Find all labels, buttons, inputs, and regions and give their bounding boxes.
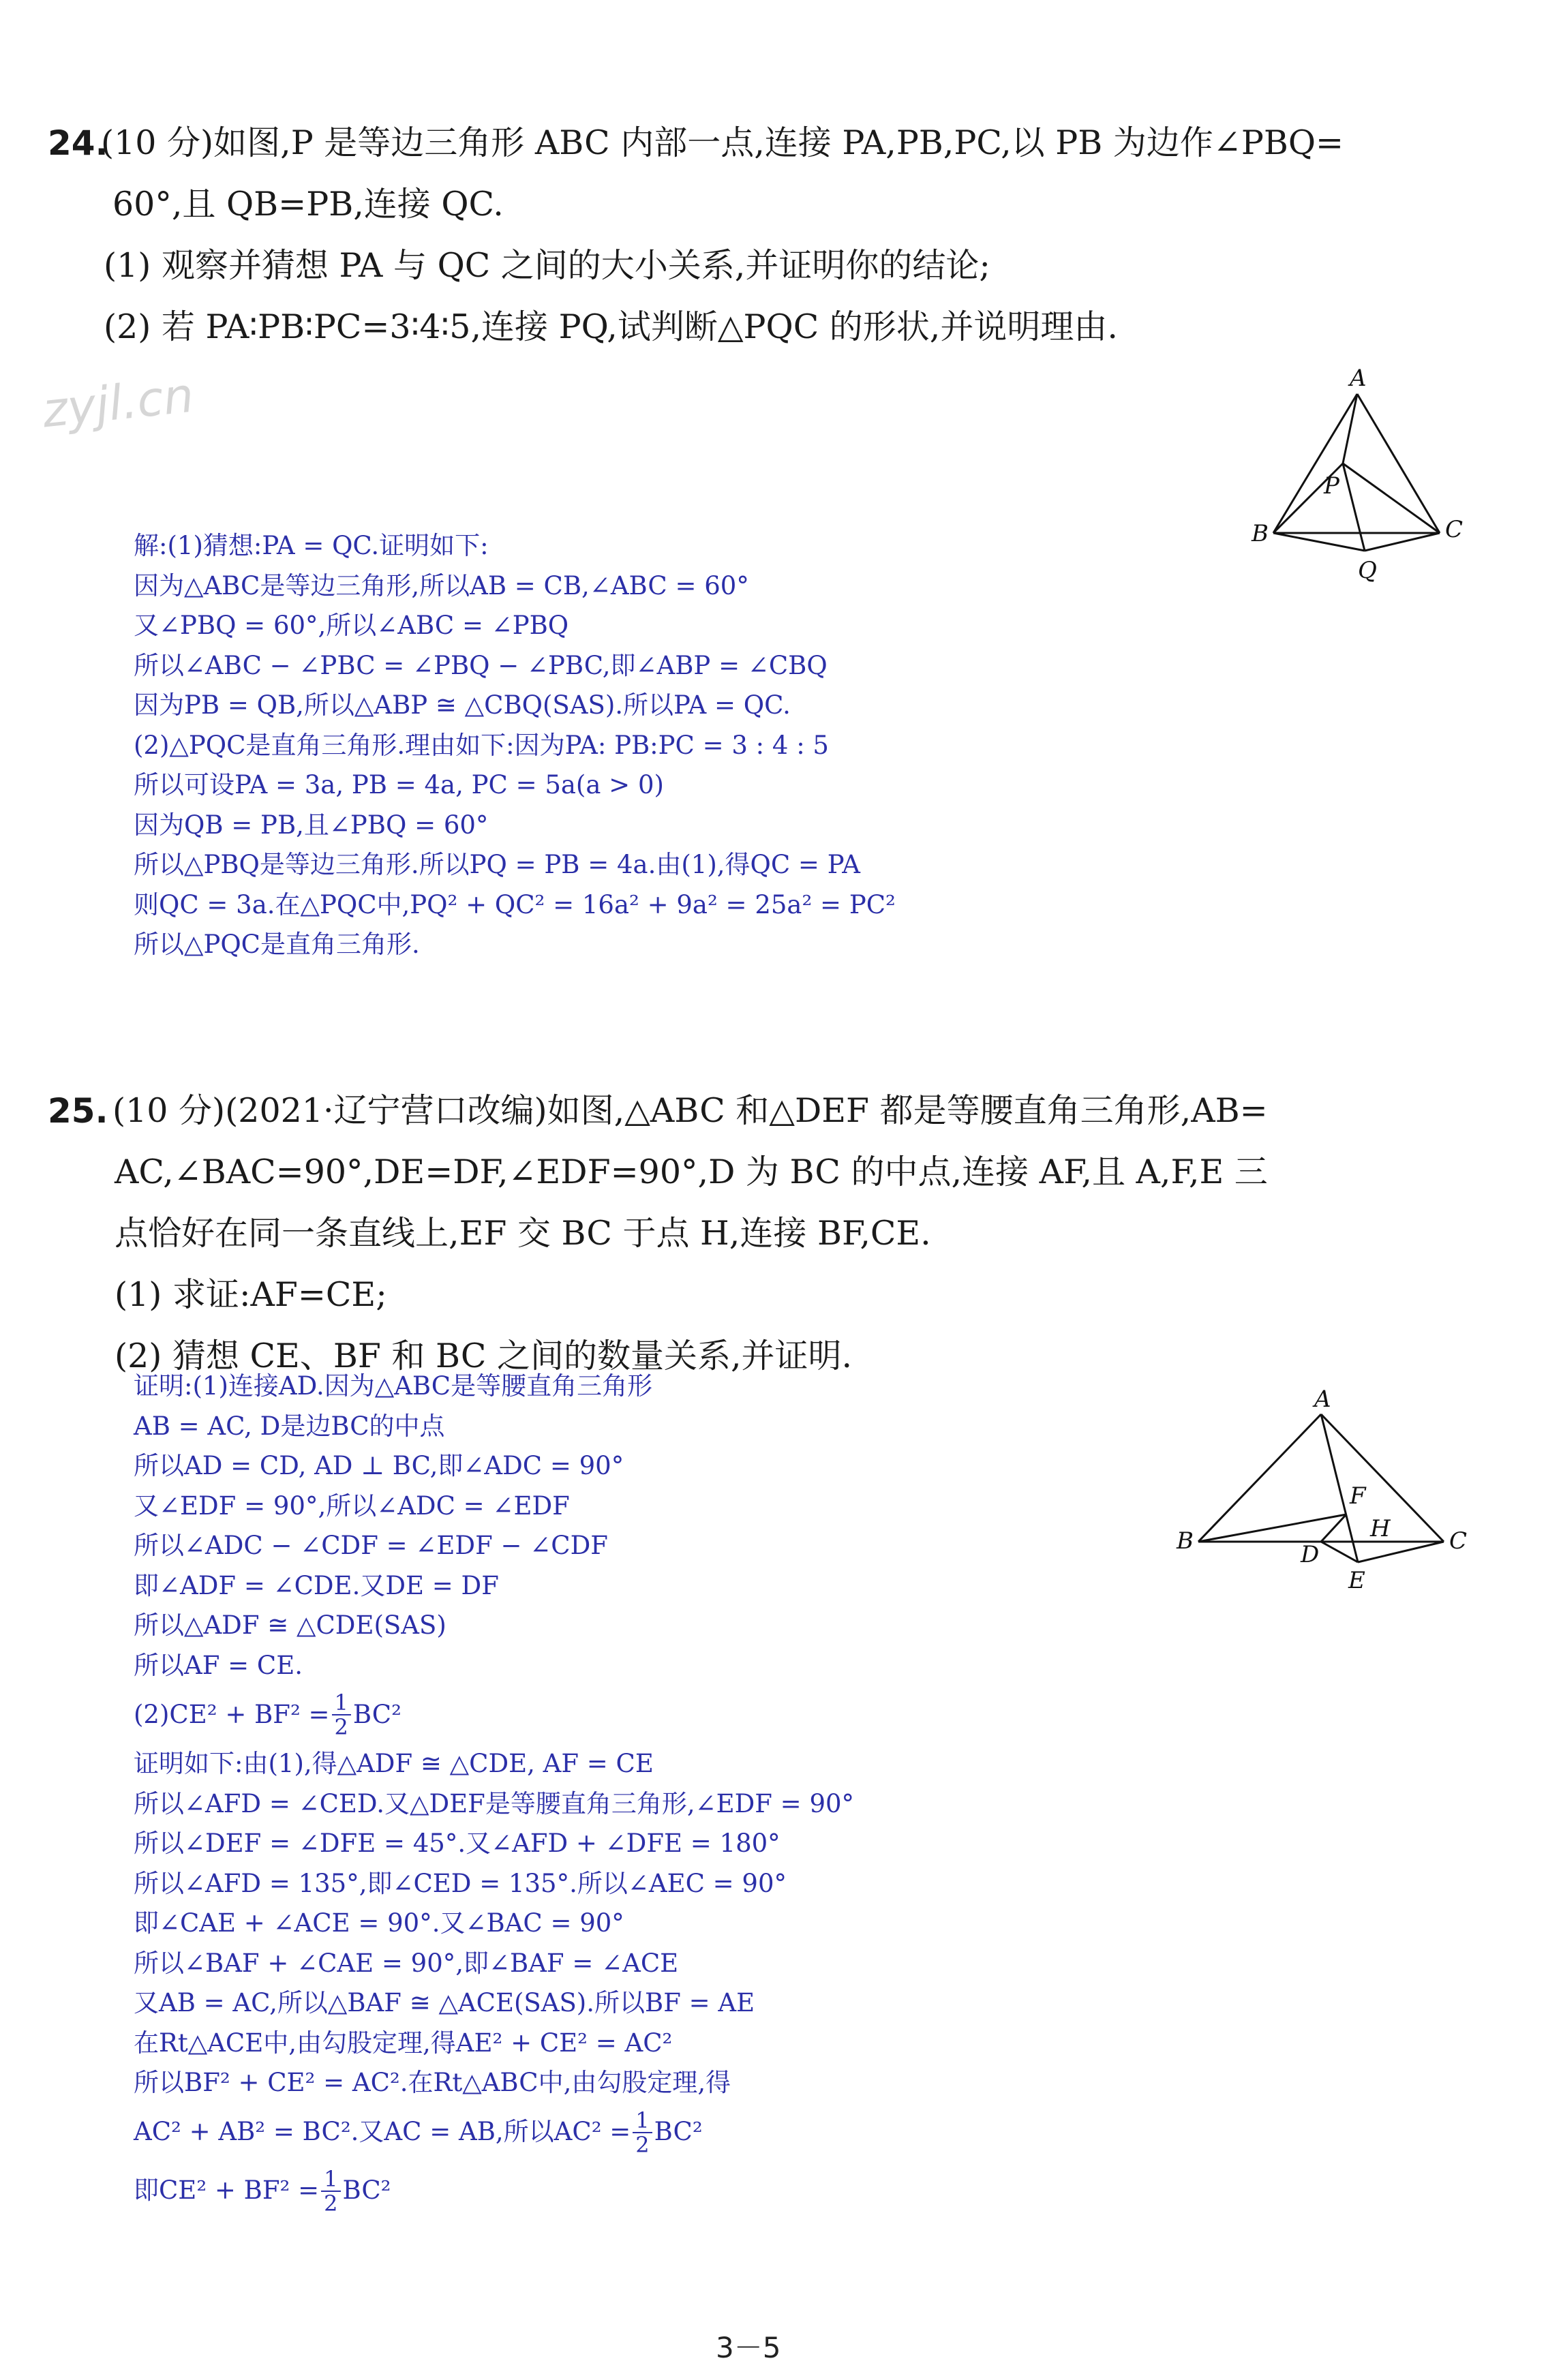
question-line: 点恰好在同一条直线上,EF 交 BC 于点 H,连接 BF,CE. <box>115 1214 931 1253</box>
solution-line: 又∠PBQ = 60°,所以∠ABC = ∠PBQ <box>134 611 569 640</box>
solution-line: 所以∠BAF + ∠CAE = 90°,即∠BAF = ∠ACE <box>134 1948 679 1978</box>
formula-left: 即CE² + BF² = <box>134 2176 320 2206</box>
solution-line: 所以AD = CD, AD ⊥ BC,即∠ADC = 90° <box>134 1451 624 1480</box>
solution-line: 所以AF = CE. <box>134 1650 303 1680</box>
label-h: H <box>1370 1515 1391 1542</box>
solution-line: 又AB = AC,所以△BAF ≅ △ACE(SAS).所以BF = AE <box>134 1988 755 2017</box>
formula-left: (2)CE² + BF² = <box>134 1699 330 1729</box>
solution-line: 所以△ADF ≅ △CDE(SAS) <box>134 1611 446 1640</box>
solution-line: 所以可设PA = 3a, PB = 4a, PC = 5a(a > 0) <box>134 770 664 799</box>
question-line: (2) 若 PA∶PB∶PC=3∶4∶5,连接 PQ,试判断△PQC 的形状,并说明理由. <box>104 307 1118 346</box>
edge-ce <box>1358 1542 1444 1562</box>
solution-line: AB = AC, D是边BC的中点 <box>134 1411 445 1441</box>
solution-line: 解:(1)猜想:PA = QC.证明如下: <box>134 531 489 560</box>
formula-line <box>134 1685 854 1744</box>
label-c: C <box>1445 516 1464 543</box>
label-q: Q <box>1358 557 1377 584</box>
watermark: zyjl.cn <box>40 367 196 439</box>
solution-line: 因为PB = QB,所以△ABP ≅ △CBQ(SAS).所以PA = QC. <box>134 690 791 720</box>
fraction-one-half <box>332 1691 351 1739</box>
question-line: AC,∠BAC=90°,DE=DF,∠EDF=90°,D 为 BC 的中点,连接 AF,且 A,F,E 三 <box>115 1153 1268 1191</box>
formula-right: BC² <box>342 2176 391 2206</box>
solution-line: 证明如下:由(1),得△ADF ≅ △CDE, AF = CE <box>134 1749 654 1778</box>
formula-right: BC² <box>654 2117 703 2147</box>
page-number: 3－5 <box>716 2331 781 2364</box>
solution-line: 所以△PQC是直角三角形. <box>134 930 420 959</box>
formula-line <box>134 2162 854 2221</box>
solution-line: 即∠ADF = ∠CDE.又DE = DF <box>134 1570 499 1600</box>
solution-line: 证明:(1)连接AD.因为△ABC是等腰直角三角形 <box>134 1371 653 1401</box>
fraction-denominator: 2 <box>635 2131 650 2158</box>
solution-line: 又∠EDF = 90°,所以∠ADC = ∠EDF <box>134 1491 570 1521</box>
solution-line: 因为QB = PB,且∠PBQ = 60° <box>134 810 489 840</box>
solution-25 <box>134 1367 854 2221</box>
edge-qc <box>1365 533 1440 551</box>
fraction-numerator: 1 <box>633 2109 652 2133</box>
label-b: B <box>1177 1527 1194 1555</box>
solution-line: 所以∠AFD = 135°,即∠CED = 135°.所以∠AEC = 90° <box>134 1868 787 1898</box>
solution-line: 在Rt△ACE中,由勾股定理,得AE² + CE² = AC² <box>134 2028 673 2058</box>
question-line: (2) 猜想 CE、BF 和 BC 之间的数量关系,并证明. <box>115 1337 853 1375</box>
question-line: (10 分)如图,P 是等边三角形 ABC 内部一点,连接 PA,PB,PC,以 PB 为边作∠PBQ= <box>101 123 1344 162</box>
label-a: A <box>1350 365 1367 392</box>
label-e: E <box>1348 1567 1365 1594</box>
solution-line: 所以BF² + CE² = AC².在Rt△ABC中,由勾股定理,得 <box>134 2068 731 2097</box>
formula-line <box>134 2103 854 2162</box>
edge-ac <box>1357 394 1440 533</box>
formula-right: BC² <box>352 1699 401 1729</box>
question-line: (1) 求证:AF=CE; <box>115 1275 387 1314</box>
figure-25 <box>1166 1384 1486 1608</box>
solution-line: 因为△ABC是等边三角形,所以AB = CB,∠ABC = 60° <box>134 570 749 600</box>
question-line: (10 分)(2021·辽宁营口改编)如图,△ABC 和△DEF 都是等腰直角三角形,AB= <box>112 1091 1268 1130</box>
question-number: 24. <box>48 123 108 163</box>
fraction-denominator: 2 <box>334 1714 348 1740</box>
solution-line: 所以△PBQ是等边三角形.所以PQ = PB = 4a.由(1),得QC = PA <box>134 850 860 879</box>
figure-24 <box>1241 361 1472 593</box>
label-f: F <box>1350 1482 1366 1510</box>
label-d: D <box>1301 1541 1320 1568</box>
fraction-one-half <box>633 2109 652 2156</box>
edge-de <box>1321 1542 1358 1562</box>
solution-line: 所以∠DEF = ∠DFE = 45°.又∠AFD + ∠DFE = 180° <box>134 1829 780 1858</box>
fraction-one-half <box>321 2167 340 2215</box>
label-c: C <box>1449 1527 1468 1555</box>
solution-line: 即∠CAE + ∠ACE = 90°.又∠BAC = 90° <box>134 1908 624 1938</box>
question-number: 25. <box>48 1091 108 1131</box>
question-line: 60°,且 QB=PB,连接 QC. <box>112 185 504 224</box>
label-p: P <box>1324 472 1339 500</box>
fraction-denominator: 2 <box>324 2190 338 2216</box>
solution-line: 所以∠AFD = ∠CED.又△DEF是等腰直角三角形,∠EDF = 90° <box>134 1788 855 1818</box>
label-a: A <box>1314 1386 1331 1413</box>
label-b: B <box>1252 520 1269 547</box>
fraction-numerator: 1 <box>321 2167 340 2192</box>
question-line: (1) 观察并猜想 PA 与 QC 之间的大小关系,并证明你的结论; <box>104 246 990 285</box>
solution-line: (2)△PQC是直角三角形.理由如下:因为PA: PB:PC = 3 : 4 : 5 <box>134 730 829 760</box>
solution-line: 所以∠ABC − ∠PBC = ∠PBQ − ∠PBC,即∠ABP = ∠CBQ <box>134 650 828 680</box>
formula-left: AC² + AB² = BC².又AC = AB,所以AC² = <box>134 2117 631 2147</box>
edge-bq <box>1273 533 1365 551</box>
solution-24 <box>134 526 896 965</box>
fraction-numerator: 1 <box>332 1691 351 1715</box>
solution-line: 所以∠ADC − ∠CDF = ∠EDF − ∠CDF <box>134 1531 608 1560</box>
solution-line: 则QC = 3a.在△PQC中,PQ² + QC² = 16a² + 9a² = 25a² = PC² <box>134 889 896 919</box>
